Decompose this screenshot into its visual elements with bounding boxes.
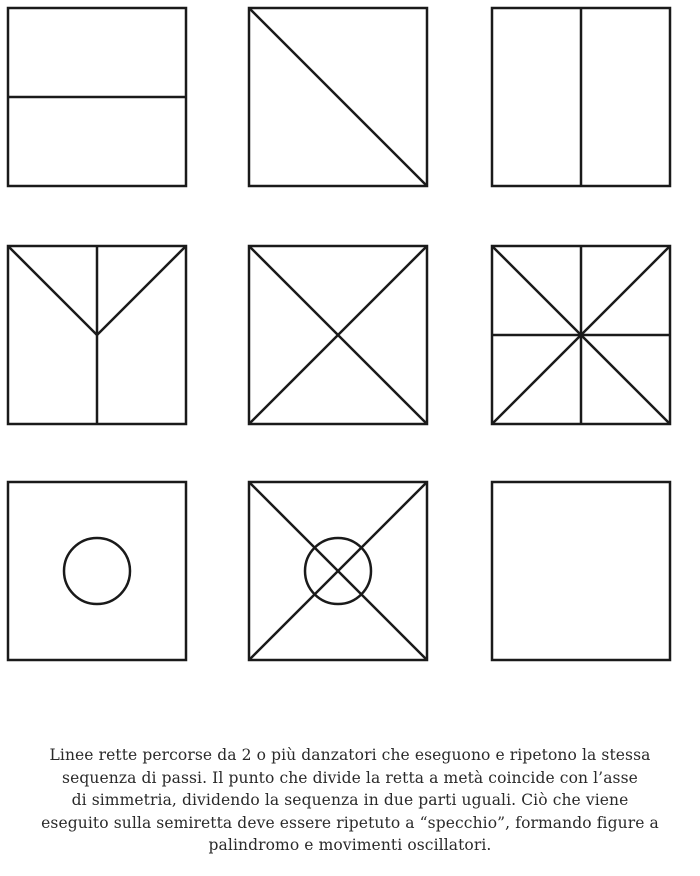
figure-y-shape [8,246,186,424]
diagonal-line-right [97,246,186,335]
diagonal-line-left [8,246,97,335]
diagonal-line [249,8,427,186]
center-circle [64,538,130,604]
figure-empty-square [492,482,670,660]
figure-centered-circle [8,482,186,660]
figure-vertical-line [492,8,670,186]
caption-line: di simmetria, dividendo la sequenza in due parti uguali. Ciò che viene [71,791,629,809]
caption [0,744,700,857]
square-frame [8,482,186,660]
square-frame [492,482,670,660]
caption-line: sequenza di passi. Il punto che divide la retta a metà coincide con l’asse [62,768,638,787]
figure-diagonal-line [249,8,427,186]
figure-eight-spoke-star [492,246,670,424]
caption-line: Linee rette percorse da 2 o più danzatori che eseguono e ripetono la stessa [49,746,651,764]
caption-line: eseguito sulla semiretta deve essere ripetuto a “specchio”, formando figure a [41,813,659,832]
figure-x-cross-with-circle [249,482,427,660]
caption-line: palindromo e movimenti oscillatori. [208,836,492,854]
figure-x-cross [249,246,427,424]
figure-horizontal-line [8,8,186,186]
